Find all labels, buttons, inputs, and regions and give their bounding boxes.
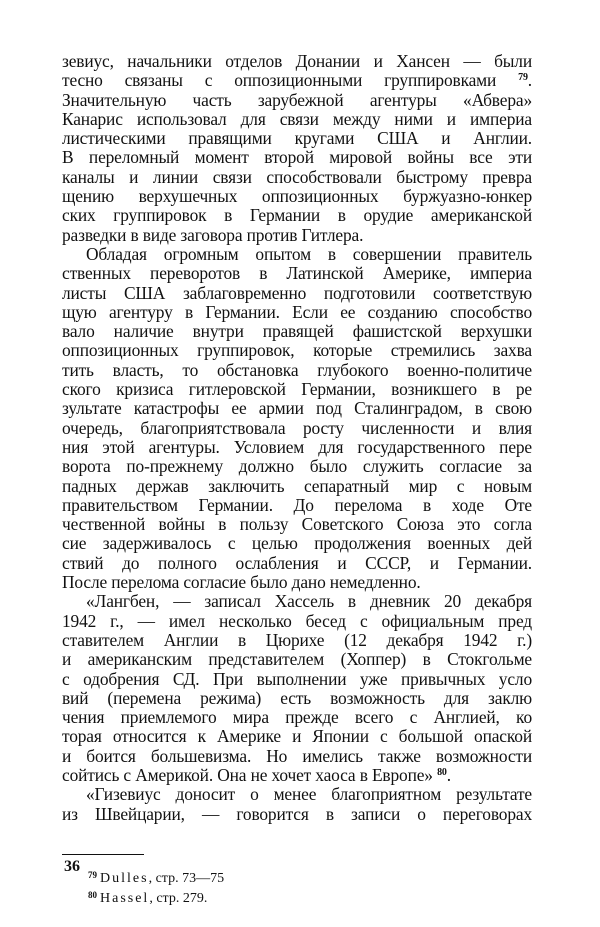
footnote-80 — [88, 887, 532, 907]
text-line: правительством Германии. До перелома в ходе Оте — [62, 494, 532, 515]
text-line: щению верхушечных оппозиционных буржуазно-юнкер — [62, 186, 532, 207]
text-line: зевиус, начальники отделов Донании и Хансен — были — [62, 51, 532, 71]
text-line: Канарис использовал для связи между ними и империа — [62, 108, 532, 129]
text-line: и боится большевизма. Но имелись также возможности — [62, 745, 532, 766]
text-line: чения приемлемого мира прежде всего с Англией, ко — [62, 707, 532, 728]
text-line: вало наличие внутри правящей фашистской верхушки — [62, 321, 532, 342]
text-line: оппозиционных группировок, которые стремились захва — [62, 340, 532, 361]
main-text — [62, 52, 532, 824]
footnote-mark: 80 — [88, 889, 97, 900]
text-line: из Швейцарии, — говорится в записи о переговорах — [62, 803, 532, 824]
text-line: падных держав заключить сепаратный мир с новым — [62, 475, 532, 496]
text-line: зультате катастрофы ее армии под Сталинградом, в свою — [62, 398, 532, 419]
text-line: В переломный момент второй мировой войны все эти — [62, 147, 532, 168]
text-line: каналы и линии связи способствовали быстрому превра — [62, 166, 532, 187]
text-line: «Лангбен, — записал Хассель в дневник 20 декабря — [86, 591, 532, 612]
footnote-ref-79: 79 — [518, 72, 528, 84]
text-line: очередь, благоприятствовала росту численности и влия — [62, 417, 532, 438]
footnote-ref: , стр. 73—75 — [148, 870, 225, 886]
footnote-79 — [88, 867, 532, 887]
footnote-ref-80: 80 — [437, 766, 447, 778]
text-line: «Гизевиус доносит о менее благоприятном результате — [86, 784, 532, 805]
footnotes — [62, 867, 532, 907]
text-line: ских группировок в Германии в орудие американской — [62, 205, 532, 226]
text-line: чественной войны в пользу Советского Союза это согла — [62, 514, 532, 535]
text-line: сие задерживалось с целью продолжения военных дей — [62, 533, 532, 554]
text-line: ствий до полного ослабления и СССР, и Германии. — [62, 552, 532, 573]
text-line: ского кризиса гитлеровской Германии, возникшего в ре — [62, 379, 532, 400]
text-line: После перелома согласие было дано немедленно. — [62, 572, 421, 593]
footnote-divider — [62, 854, 144, 855]
text-line: вий (перемена режима) есть возможность для заклю — [62, 687, 532, 708]
page-number: 36 — [64, 858, 80, 875]
text-line: разведки в виде заговора против Гитлера. — [62, 224, 364, 245]
text-line: Обладая огромным опытом в совершении правитель — [86, 243, 532, 264]
paragraph-1 — [62, 52, 532, 245]
footnote-ref: , стр. 279. — [149, 890, 208, 906]
text-line: ставителем Англии в Цюрихе (12 декабря 1942 г.) — [62, 629, 532, 650]
text-line: ственных переворотов в Латинской Америке, империа — [62, 263, 532, 284]
text-line: щую агентуру в Германии. Если ее созданию способство — [62, 301, 532, 322]
paragraph-4 — [62, 785, 532, 824]
paragraph-2 — [62, 245, 532, 592]
text-line: ворота по-прежнему должно было служить согласие за — [62, 456, 532, 477]
text-line: сойтись с Америкой. Она не хочет хаоса в Европе» $^{80}$. — [62, 764, 451, 785]
footnote-author: Hassel — [100, 890, 150, 906]
footnote-mark: 79 — [88, 869, 97, 880]
text-line: и американским представителем (Хоппер) в Стокгольме — [62, 649, 532, 670]
text-line: тесно связаны с оппозиционными группировками $^{79}$. — [62, 70, 532, 91]
text-line: тить власть, то обстановка глубокого военно-политиче — [62, 359, 532, 380]
text-line: листическими правящими кругами США и Англии. — [62, 128, 532, 149]
footnote-author: Dulles — [100, 870, 149, 886]
text-line: ния этой агентуры. Условием для государственного пере — [62, 436, 532, 457]
text-line: Значительную часть зарубежной агентуры «Абвера» — [62, 89, 532, 110]
paragraph-3 — [62, 592, 532, 785]
text-line: с одобрения СД. При выполнении уже привычных усло — [62, 668, 532, 689]
text-line: 1942 г., — имел несколько бесед с официальным пред — [62, 610, 532, 631]
text-line: листы США заблаговременно подготовили соответствую — [62, 282, 532, 303]
text-line: торая относится к Америке и Японии с большой опаской — [62, 726, 532, 747]
